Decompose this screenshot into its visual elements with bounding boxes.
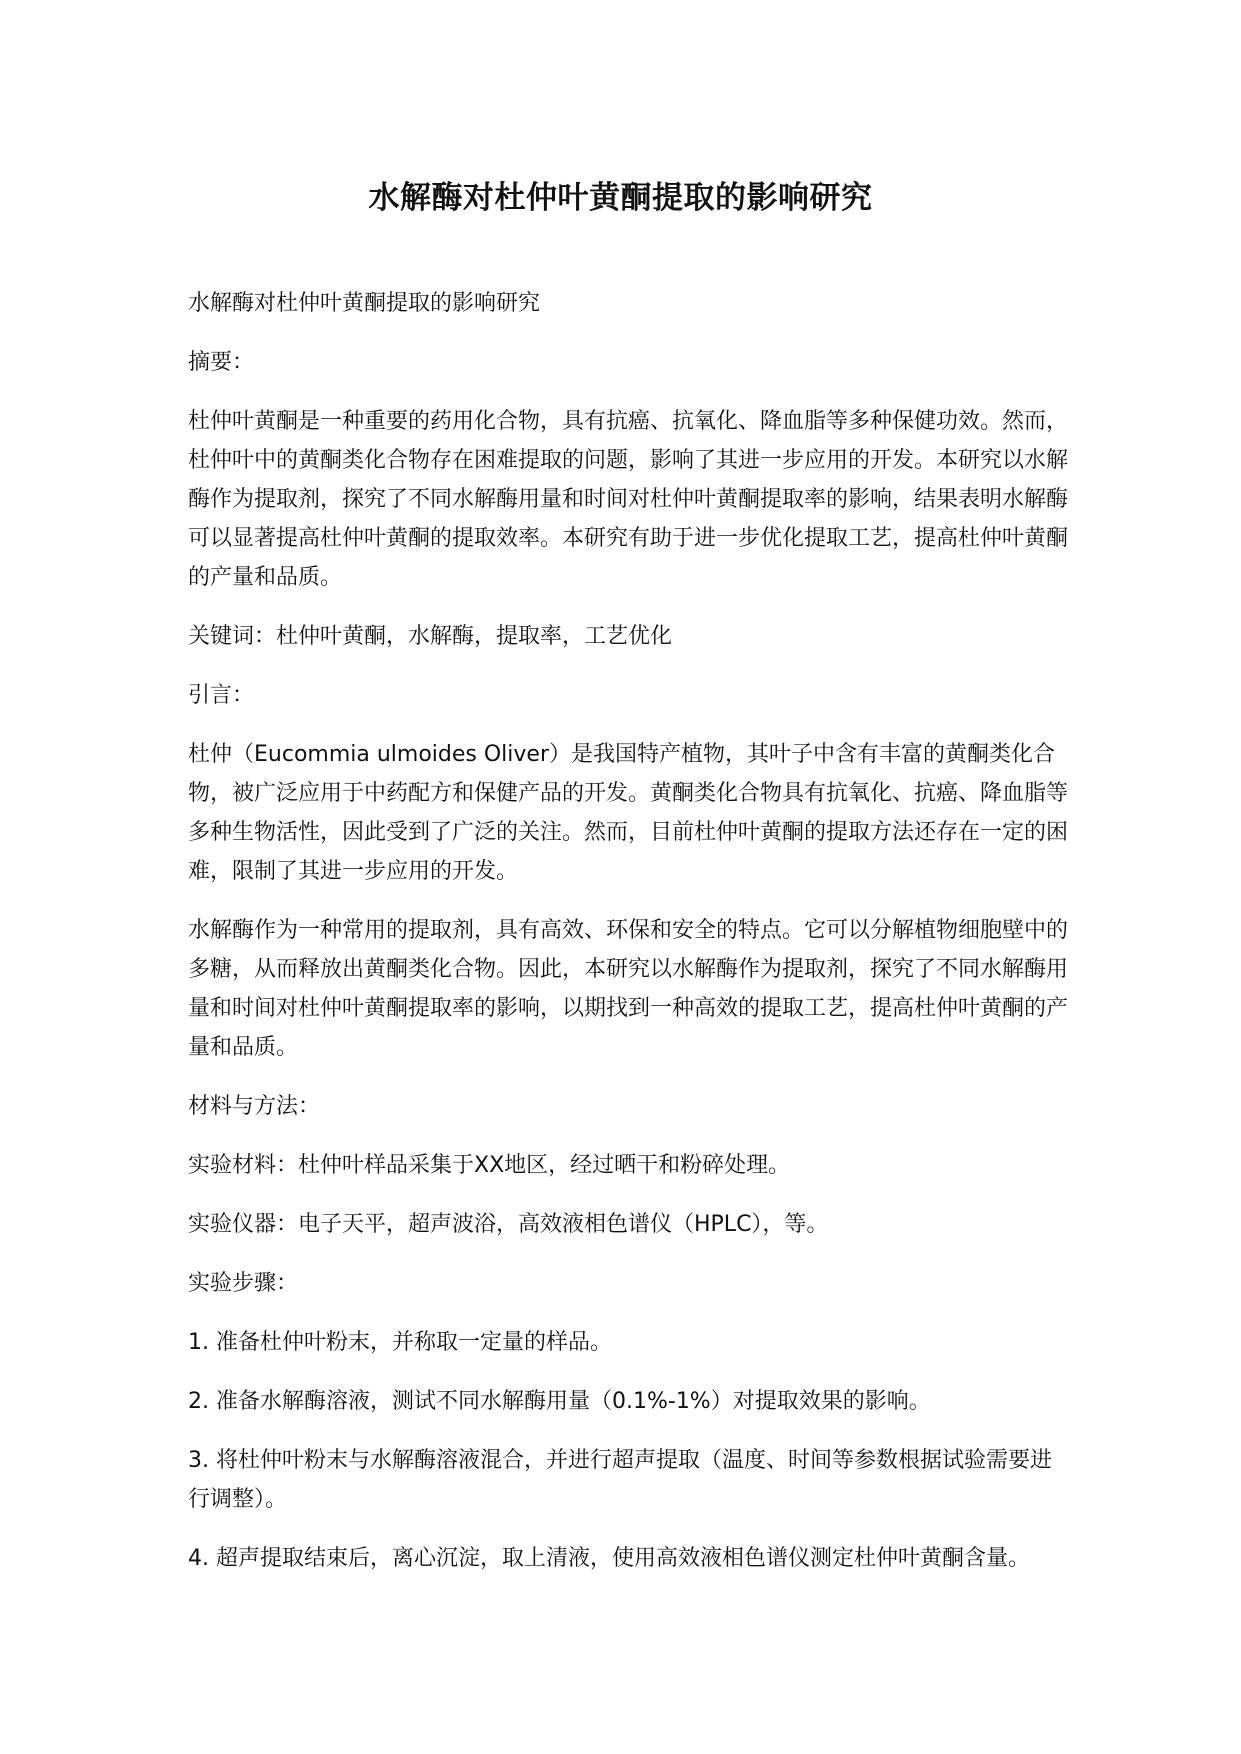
document-title: 水解酶对杜仲叶黄酮提取的影响研究 [368, 180, 873, 216]
introduction-heading: 引言： [188, 683, 255, 708]
step-item-2: 2. 准备水解酶溶液，测试不同水解酶用量（0.1%-1%）对提取效果的影响。 [188, 1389, 931, 1414]
step-item-4: 4. 超声提取结束后，离心沉淀，取上清液，使用高效液相色谱仪测定杜仲叶黄酮含量。 [188, 1546, 1030, 1571]
abstract-heading: 摘要： [188, 350, 255, 375]
steps-heading: 实验步骤： [188, 1271, 299, 1296]
introduction-paragraph-2: 水解酶作为一种常用的提取剂，具有高效、环保和安全的特点。它可以分解植物细胞壁中的多糖，从而释放出黄酮类化合物。因此，本研究以水解酶作为提取剂，探究了不同水解酶用量和时间对杜仲叶黄酮提取率的影响，以期找到一种高效的提取工艺，提高杜仲叶黄酮的产量和品质。 [188, 918, 1069, 1060]
introduction-paragraph-1: 杜仲（Eucommia ulmoides Oliver）是我国特产植物，其叶子中含有丰富的黄酮类化合物，被广泛应用于中药配方和保健产品的开发。黄酮类化合物具有抗氧化、抗癌、降血脂等多种生物活性，因此受到了广泛的关注。然而，目前杜仲叶黄酮的提取方法还存在一定的困难，限制了其进一步应用的开发。 [188, 742, 1069, 884]
keywords-paragraph: 关键词：杜仲叶黄酮，水解酶，提取率，工艺优化 [188, 624, 673, 649]
instruments-paragraph: 实验仪器：电子天平，超声波浴，高效液相色谱仪（HPLC），等。 [188, 1212, 829, 1237]
document-body [188, 284, 1068, 1598]
subtitle-paragraph: 水解酶对杜仲叶黄酮提取的影响研究 [188, 291, 541, 316]
methods-heading: 材料与方法： [188, 1094, 321, 1119]
step-item-3: 3. 将杜仲叶粉末与水解酶溶液混合，并进行超声提取（温度、时间等参数根据试验需要进行调整）。 [188, 1448, 1052, 1512]
abstract-paragraph: 杜仲叶黄酮是一种重要的药用化合物，具有抗癌、抗氧化、降血脂等多种保健功效。然而，杜仲叶中的黄酮类化合物存在困难提取的问题，影响了其进一步应用的开发。本研究以水解酶作为提取剂，探究了不同水解酶用量和时间对杜仲叶黄酮提取率的影响，结果表明水解酶可以显著提高杜仲叶黄酮的提取效率。本研究有助于进一步优化提取工艺，提高杜仲叶黄酮的产量和品质。 [188, 409, 1069, 590]
materials-paragraph: 实验材料：杜仲叶样品采集于XX地区，经过晒干和粉碎处理。 [188, 1153, 791, 1178]
step-item-1: 1. 准备杜仲叶粉末，并称取一定量的样品。 [188, 1330, 612, 1355]
